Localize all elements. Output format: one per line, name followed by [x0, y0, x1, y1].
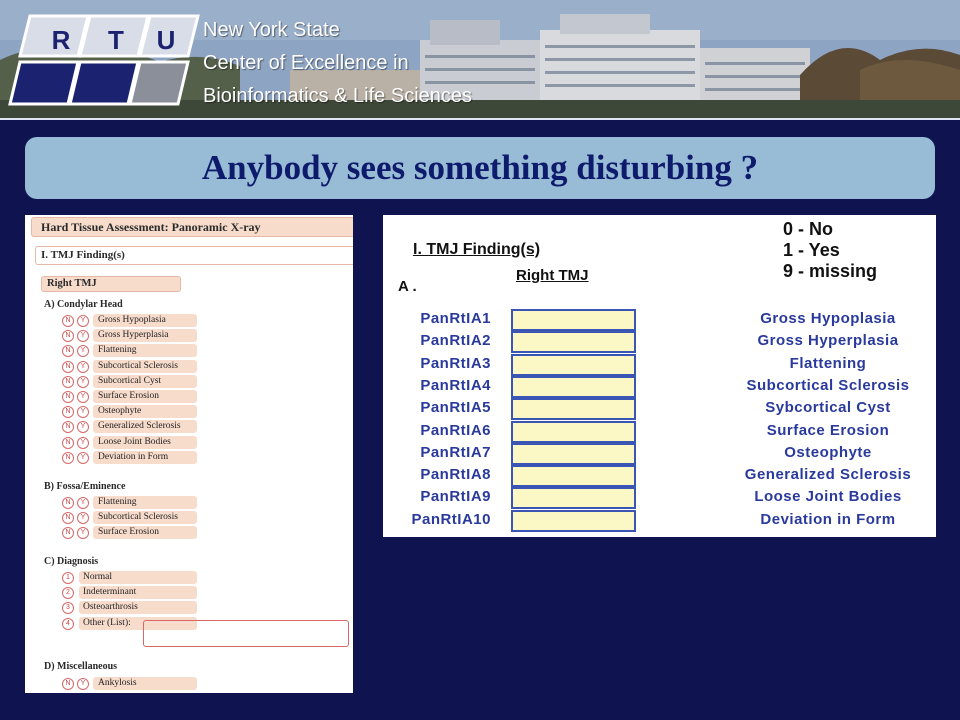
header-banner [0, 0, 960, 120]
institution-name [203, 14, 472, 113]
yes-radio[interactable]: Y [77, 437, 89, 449]
option-label-generalized-sclerosis: Generalized Sclerosis [98, 421, 181, 432]
diagnosis-label: C) Diagnosis [44, 556, 99, 567]
group-b-label: B) Fossa/Eminence [44, 481, 126, 492]
option-label-ankylosis: Ankylosis [98, 678, 137, 688]
no-radio[interactable]: N [62, 376, 74, 388]
no-radio[interactable]: N [62, 330, 74, 342]
option-label-gross-hyperplasia: Gross Hyperplasia [98, 330, 169, 341]
no-radio[interactable]: N [62, 361, 74, 373]
codebook-section: I. TMJ Finding(s) [413, 241, 541, 258]
diagnosis-radio[interactable]: 1 [62, 572, 74, 584]
variable-label: Osteophyte [784, 443, 872, 461]
variable-name: PanRtIA4 [420, 376, 491, 394]
no-radio[interactable]: N [62, 391, 74, 403]
form-heading: Hard Tissue Assessment: Panoramic X-ray [41, 220, 261, 234]
variable-value-box[interactable] [511, 443, 636, 465]
option-label-flattening: Flattening [98, 345, 137, 356]
yes-radio[interactable]: Y [77, 361, 89, 373]
title-bar [25, 137, 935, 199]
variable-label: Surface Erosion [766, 421, 890, 439]
yes-radio[interactable]: Y [77, 527, 89, 539]
option-label-surface-erosion: Surface Erosion [98, 527, 159, 538]
variable-name: PanRtIA9 [420, 488, 491, 506]
yes-radio[interactable]: Y [77, 452, 89, 464]
rtu-logo [0, 0, 200, 118]
no-radio[interactable]: N [62, 437, 74, 449]
banner-divider [0, 118, 960, 120]
codebook-panel [383, 215, 936, 537]
form-subsection: Right TMJ [47, 278, 97, 289]
variable-value-box[interactable] [511, 421, 636, 443]
no-radio[interactable]: N [62, 421, 74, 433]
yes-radio[interactable]: Y [77, 497, 89, 509]
diagnosis-radio[interactable]: 3 [62, 602, 74, 614]
no-radio[interactable]: N [62, 527, 74, 539]
yes-radio[interactable]: Y [77, 391, 89, 403]
variable-name: PanRtIA1 [420, 310, 491, 327]
institution-line-3: Bioinformatics & Life Sciences [203, 85, 473, 107]
institution-line-2: Center of Excellence in [203, 52, 409, 74]
variable-value-box[interactable] [511, 465, 636, 487]
form-section: I. TMJ Finding(s) [41, 249, 125, 261]
yes-radio[interactable]: Y [77, 376, 89, 388]
diagnosis-option-indeterminant: Indeterminant [83, 587, 137, 598]
no-radio[interactable]: N [62, 315, 74, 327]
variable-label: Sybcortical Cyst [765, 399, 891, 417]
yes-radio[interactable]: Y [77, 512, 89, 524]
institution-line-1: New York State [203, 19, 340, 41]
no-radio[interactable]: N [62, 678, 74, 690]
other-list-field[interactable] [143, 620, 349, 647]
option-label-deviation-in-form: Deviation in Form [98, 451, 169, 462]
yes-radio[interactable]: Y [77, 330, 89, 342]
variable-value-box[interactable] [511, 376, 636, 398]
option-label-flattening: Flattening [98, 497, 137, 507]
legend-missing: 9 - missing [783, 261, 878, 281]
yes-radio[interactable]: Y [77, 406, 89, 418]
variable-name: PanRtIA7 [420, 443, 491, 461]
variable-name: PanRtIA6 [420, 421, 491, 439]
form-panel [25, 215, 353, 693]
no-radio[interactable]: N [62, 345, 74, 357]
option-label-surface-erosion: Surface Erosion [98, 391, 159, 401]
slide-title: Anybody sees something disturbing ? [201, 148, 759, 187]
logo-letter-t: T [108, 25, 124, 55]
codebook-section-letter: A . [398, 278, 417, 295]
option-label-subcortical-sclerosis: Subcortical Sclerosis [98, 360, 178, 371]
option-label-subcortical-cyst: Subcortical Cyst [98, 375, 162, 386]
option-label-osteophyte: Osteophyte [98, 406, 142, 417]
option-label-gross-hypoplasia: Gross Hypoplasia [98, 315, 166, 325]
variable-name: PanRtIA5 [420, 399, 491, 417]
diagnosis-radio[interactable]: 4 [62, 618, 74, 630]
variable-label: Gross Hypoplasia [760, 310, 896, 327]
yes-radio[interactable]: Y [77, 315, 89, 327]
no-radio[interactable]: N [62, 406, 74, 418]
diagnosis-option-normal: Normal [83, 572, 113, 582]
logo-letter-u: U [156, 25, 176, 55]
diagnosis-option-osteoarthrosis: Osteoarthrosis [83, 602, 138, 613]
codebook-subsection: Right TMJ [516, 267, 589, 284]
legend-yes: 1 - Yes [783, 240, 840, 260]
variable-name: PanRtIA2 [420, 332, 491, 350]
variable-name: PanRtIA10 [411, 510, 491, 528]
variable-value-box[interactable] [511, 331, 636, 353]
variable-name: PanRtIA8 [420, 466, 491, 484]
variable-label: Flattening [789, 354, 867, 372]
variable-value-box[interactable] [511, 398, 636, 420]
misc-label: D) Miscellaneous [44, 661, 118, 672]
no-radio[interactable]: N [62, 497, 74, 509]
variable-label: Subcortical Sclerosis [746, 376, 910, 394]
legend-no: 0 - No [783, 219, 834, 239]
variable-label: Deviation in Form [760, 510, 896, 528]
variable-value-box[interactable] [511, 354, 636, 376]
logo-letter-r: R [51, 25, 71, 55]
diagnosis-option-other-list: Other (List): [83, 617, 131, 628]
group-a-label: A) Condylar Head [44, 299, 123, 310]
no-radio[interactable]: N [62, 512, 74, 524]
yes-radio[interactable]: Y [77, 421, 89, 433]
option-label-loose-joint-bodies: Loose Joint Bodies [98, 436, 171, 447]
yes-radio[interactable]: Y [77, 345, 89, 357]
variable-value-box[interactable] [511, 487, 636, 509]
no-radio[interactable]: N [62, 452, 74, 464]
variable-label: Loose Joint Bodies [754, 488, 902, 506]
yes-radio[interactable]: Y [77, 678, 89, 690]
variable-label: Gross Hyperplasia [757, 332, 899, 350]
diagnosis-radio[interactable]: 2 [62, 587, 74, 599]
variable-value-box[interactable] [511, 309, 636, 331]
variable-name: PanRtIA3 [420, 354, 491, 372]
option-label-subcortical-sclerosis: Subcortical Sclerosis [98, 512, 178, 523]
variable-value-box[interactable] [511, 510, 636, 532]
variable-label: Generalized Sclerosis [744, 466, 912, 484]
